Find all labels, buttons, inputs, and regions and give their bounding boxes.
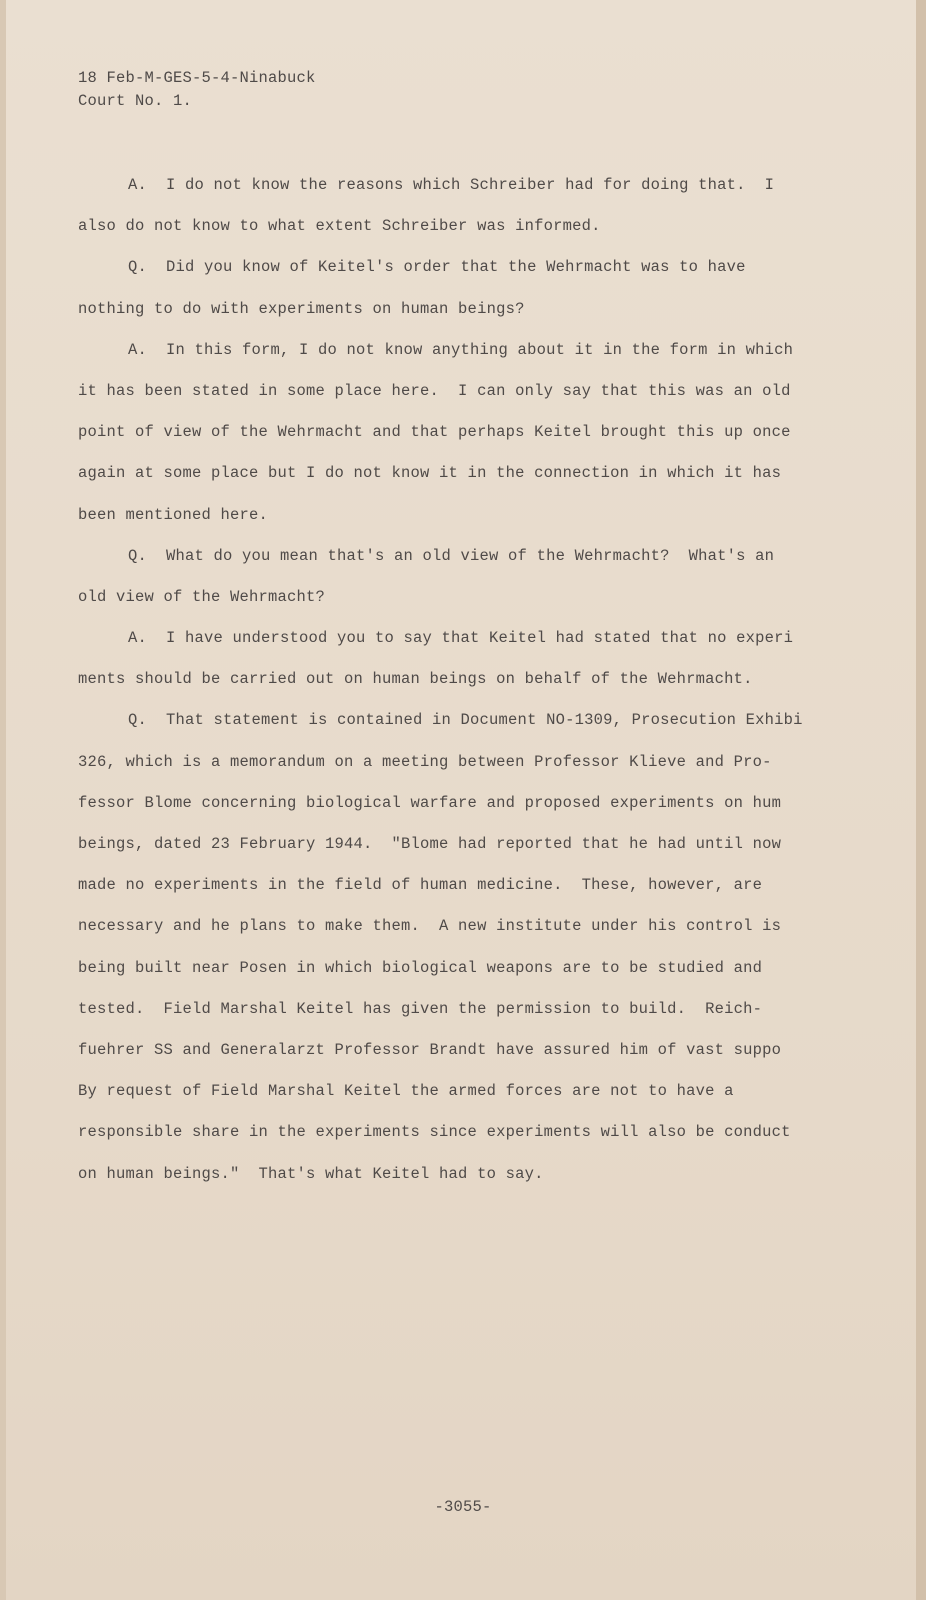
header-line-1: 18 Feb-M-GES-5-4-Ninabuck <box>78 69 316 87</box>
transcript-line: been mentioned here. <box>78 505 269 524</box>
transcript-line: beings, dated 23 February 1944. "Blome had reported that he had until now <box>78 835 782 853</box>
transcript-line: being built near Posen in which biological weapons are to be studied and <box>78 958 763 977</box>
transcript-line: necessary and he plans to make them. A new institute under his control is <box>78 917 782 936</box>
transcript-line: made no experiments in the field of human medicine. These, however, are <box>78 876 763 895</box>
transcript-line: Q. That statement is contained in Document NO-1309, Prosecution Exhibi <box>128 711 803 730</box>
transcript-line: nothing to do with experiments on human beings? <box>78 299 525 318</box>
transcript-line: ments should be carried out on human beings on behalf of the Wehrmacht. <box>78 670 753 689</box>
document-header <box>78 67 316 113</box>
transcript-line: it has been stated in some place here. I can only say that this was an old <box>78 381 791 400</box>
transcript-line: Q. Did you know of Keitel's order that the Wehrmacht was to have <box>128 258 746 277</box>
transcript-line: old view of the Wehrmacht? <box>78 587 326 606</box>
header-line-2: Court No. 1. <box>78 92 193 110</box>
transcript-line: A. I do not know the reasons which Schreiber had for doing that. I <box>128 176 775 194</box>
transcript-line: again at some place but I do not know it in the connection in which it has <box>78 464 782 483</box>
transcript-line: By request of Field Marshal Keitel the armed forces are not to have a <box>78 1082 734 1101</box>
transcript-line: also do not know to what extent Schreiber was informed. <box>78 217 601 236</box>
transcript-line: fessor Blome concerning biological warfare and proposed experiments on hum <box>78 793 782 812</box>
transcript-line: A. I have understood you to say that Keitel had stated that no experi <box>128 629 794 648</box>
transcript-body <box>78 165 848 1195</box>
transcript-line: responsible share in the experiments since experiments will also be conduct <box>78 1123 791 1142</box>
page-number: -3055- <box>434 1498 492 1516</box>
transcript-line: A. In this form, I do not know anything about it in the form in which <box>128 340 794 359</box>
transcript-line: 326, which is a memorandum on a meeting between Professor Klieve and Pro- <box>78 752 772 771</box>
transcript-line: on human beings." That's what Keitel had to say. <box>78 1164 544 1183</box>
transcript-line: point of view of the Wehrmacht and that perhaps Keitel brought this up once <box>78 423 791 442</box>
transcript-line: tested. Field Marshal Keitel has given the permission to build. Reich- <box>78 999 763 1018</box>
transcript-line: Q. What do you mean that's an old view of the Wehrmacht? What's an <box>128 546 775 565</box>
transcript-line: fuehrer SS and Generalarzt Professor Brandt have assured him of vast suppo <box>78 1040 782 1059</box>
